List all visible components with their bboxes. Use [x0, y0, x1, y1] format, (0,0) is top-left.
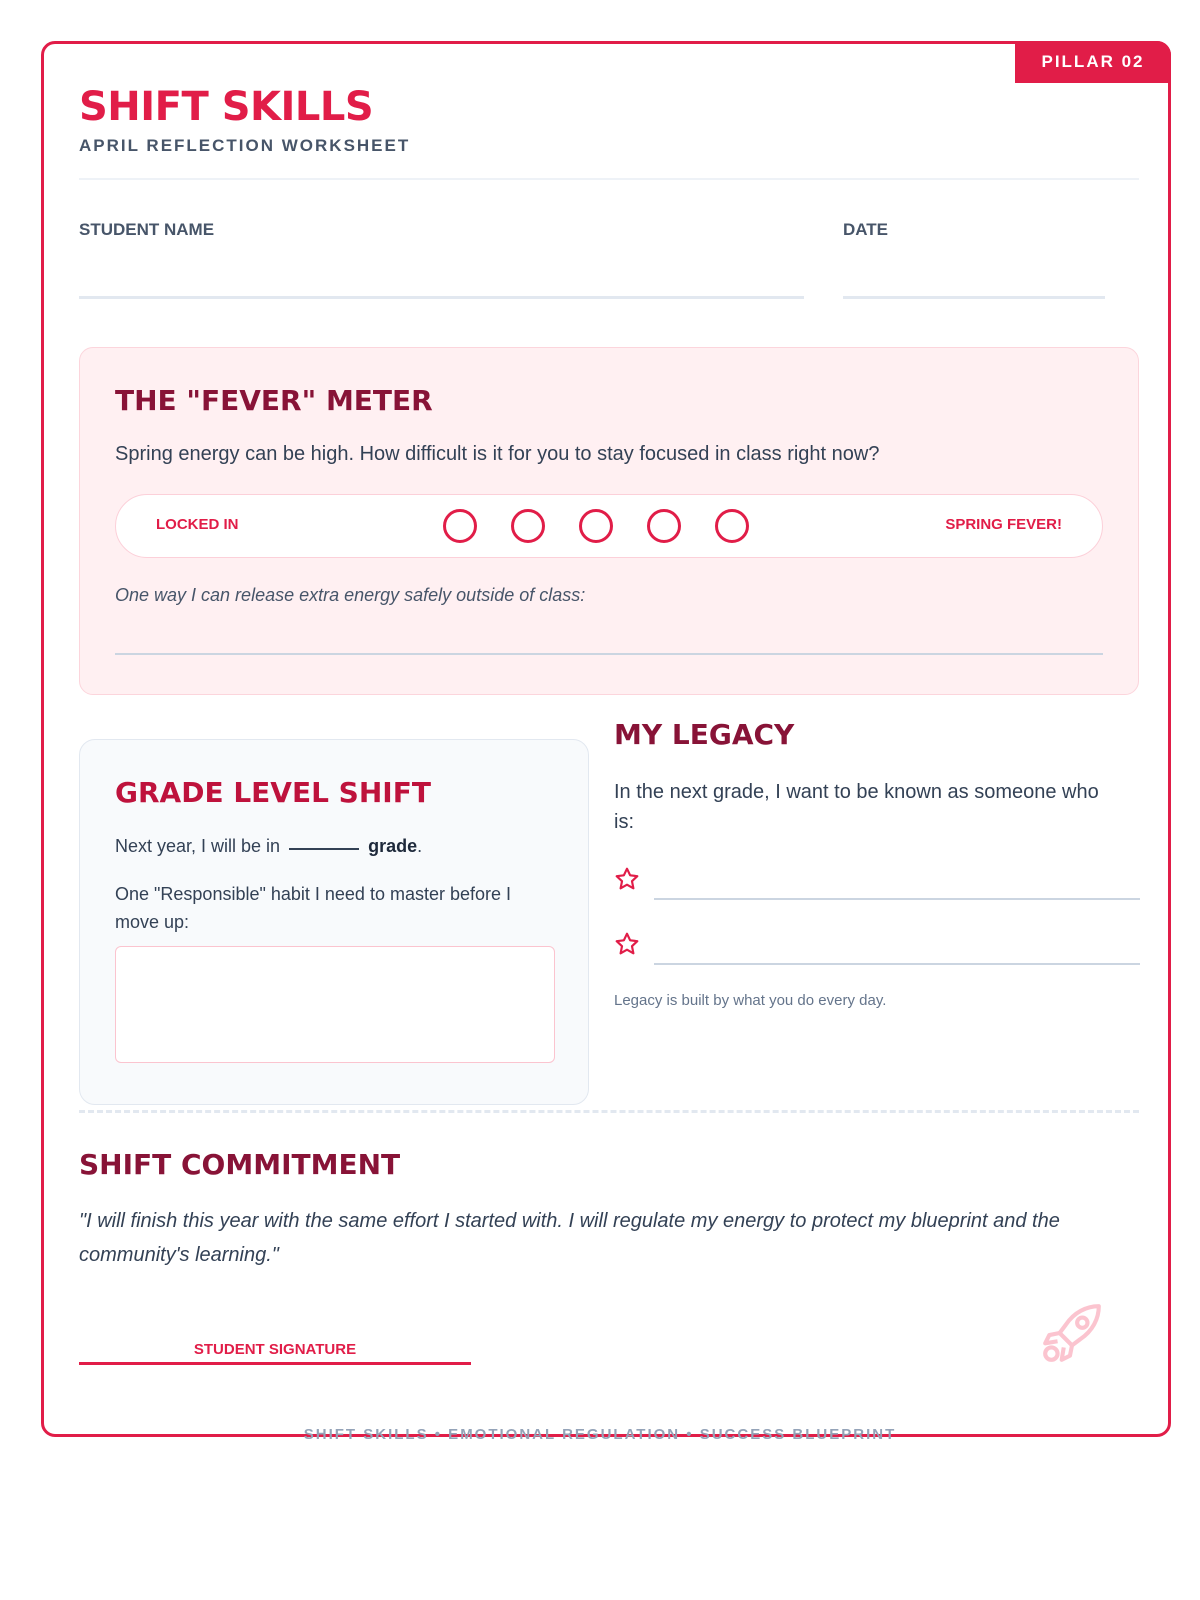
legacy-field-2[interactable]	[654, 963, 1140, 965]
page-footer: SHIFT SKILLS • EMOTIONAL REGULATION • SUCCESS BLUEPRINT	[303, 1426, 897, 1443]
scale-option-3[interactable]	[579, 509, 613, 543]
habit-answer-box[interactable]	[115, 946, 555, 1063]
star-icon	[614, 931, 640, 957]
star-icon	[614, 866, 640, 892]
grade-sentence-suffix: grade	[368, 836, 418, 856]
student-name-field[interactable]	[79, 296, 804, 299]
grade-shift-title: GRADE LEVEL SHIFT	[115, 776, 431, 809]
scale-high-label: SPRING FEVER!	[945, 516, 1062, 533]
legacy-entry-1	[614, 866, 1140, 906]
student-name-label: STUDENT NAME	[79, 220, 215, 239]
legacy-field-1[interactable]	[654, 898, 1140, 900]
date-field[interactable]	[843, 296, 1105, 299]
energy-release-prompt: One way I can release extra energy safely outside of class:	[115, 585, 586, 605]
scale-option-1[interactable]	[443, 509, 477, 543]
fever-meter-question: Spring energy can be high. How difficult is it for you to stay focused in class right now?	[115, 443, 880, 465]
header-divider	[79, 178, 1139, 180]
grade-sentence: Next year, I will be in grade.	[115, 836, 423, 856]
energy-release-field[interactable]	[115, 653, 1103, 655]
page-subtitle: APRIL REFLECTION WORKSHEET	[79, 136, 411, 155]
worksheet-card	[41, 41, 1171, 1437]
signature-field[interactable]	[79, 1362, 471, 1365]
pillar-badge: PILLAR 02	[1015, 41, 1171, 83]
fever-scale	[115, 494, 1103, 558]
fever-meter-title: THE "FEVER" METER	[115, 384, 433, 417]
legacy-title: MY LEGACY	[614, 718, 795, 751]
signature-label: STUDENT SIGNATURE	[193, 1341, 357, 1358]
scale-options	[443, 509, 749, 543]
grade-sentence-prefix: Next year, I will be in	[115, 836, 281, 856]
commitment-quote: "I will finish this year with the same effort I started with. I will regulate my energy to protect my blueprint and the community's learning."	[79, 1210, 1060, 1266]
grade-blank-field[interactable]	[289, 848, 359, 850]
legacy-note: Legacy is built by what you do every day.	[614, 992, 887, 1009]
scale-option-4[interactable]	[647, 509, 681, 543]
commitment-title: SHIFT COMMITMENT	[79, 1148, 401, 1181]
habit-prompt: One "Responsible" habit I need to master before I move up:	[115, 884, 512, 932]
scale-low-label: LOCKED IN	[156, 516, 239, 533]
scale-option-5[interactable]	[715, 509, 749, 543]
rocket-icon	[1039, 1300, 1105, 1366]
section-divider	[79, 1110, 1139, 1113]
legacy-text: In the next grade, I want to be known as someone who is:	[614, 781, 1099, 833]
scale-option-2[interactable]	[511, 509, 545, 543]
fever-meter-panel	[79, 347, 1139, 695]
legacy-entry-2	[614, 931, 1140, 971]
date-label: DATE	[843, 220, 889, 239]
grade-shift-panel	[79, 739, 589, 1105]
page-title: SHIFT SKILLS	[79, 84, 374, 130]
